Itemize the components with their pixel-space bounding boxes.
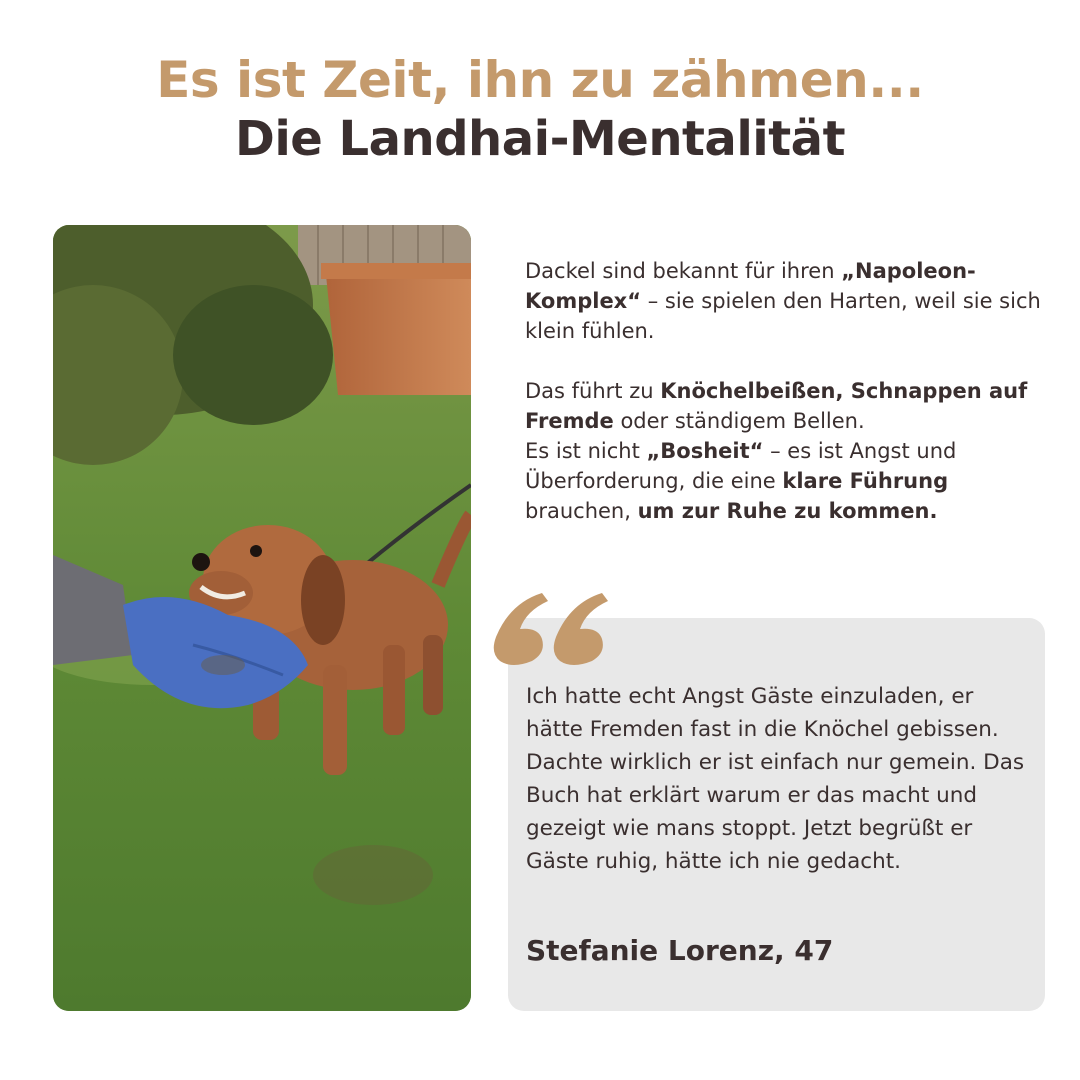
dog-photo-illustration xyxy=(53,225,471,1011)
intro-p2-c: oder ständigem Bellen. xyxy=(613,409,865,433)
intro-p2-a: Das führt zu xyxy=(525,379,661,403)
intro-p2-h: brauchen, xyxy=(525,499,638,523)
testimonial-text: Ich hatte echt Angst Gäste einzuladen, er hätte Fremden fast in die Knöchel gebissen. Dachte wirklich er ist einfach nur gemein. Das Buch hat erklärt warum er das macht und gezeigt wie mans stoppt. Jetzt begrüßt er Gäste ruhig, hätte ich nie gedacht. xyxy=(526,684,1025,874)
quote-mark-icon xyxy=(490,593,608,665)
intro-p1-a: Dackel sind bekannt für ihren xyxy=(525,259,842,283)
dog-photo xyxy=(53,225,471,1011)
intro-paragraph-1 xyxy=(525,256,1045,346)
intro-p2-g: klare Führung xyxy=(782,469,949,493)
intro-p2-b: Knöchelbeißen, Schnappen auf Fremde xyxy=(525,379,1028,433)
intro-p2-i: um zur Ruhe zu kommen. xyxy=(637,499,938,523)
headline xyxy=(0,50,1080,168)
headline-line-2: Die Landhai-Mentalität xyxy=(234,111,846,167)
intro-p1-b: „Napoleon-Komplex“ xyxy=(525,259,976,313)
intro-p2-d: Es ist nicht xyxy=(525,439,647,463)
intro-p2-e: „Bosheit“ xyxy=(646,439,764,463)
intro-text xyxy=(525,256,1045,556)
intro-p1-c: – sie spielen den Harten, weil sie sich klein fühlen. xyxy=(525,289,1041,343)
headline-line-1: Es ist Zeit, ihn zu zähmen... xyxy=(156,51,924,109)
intro-p2-f: – es ist Angst und Überforderung, die eine xyxy=(525,439,957,493)
testimonial-author: Stefanie Lorenz, 47 xyxy=(526,934,834,967)
intro-paragraph-2 xyxy=(525,376,1045,526)
